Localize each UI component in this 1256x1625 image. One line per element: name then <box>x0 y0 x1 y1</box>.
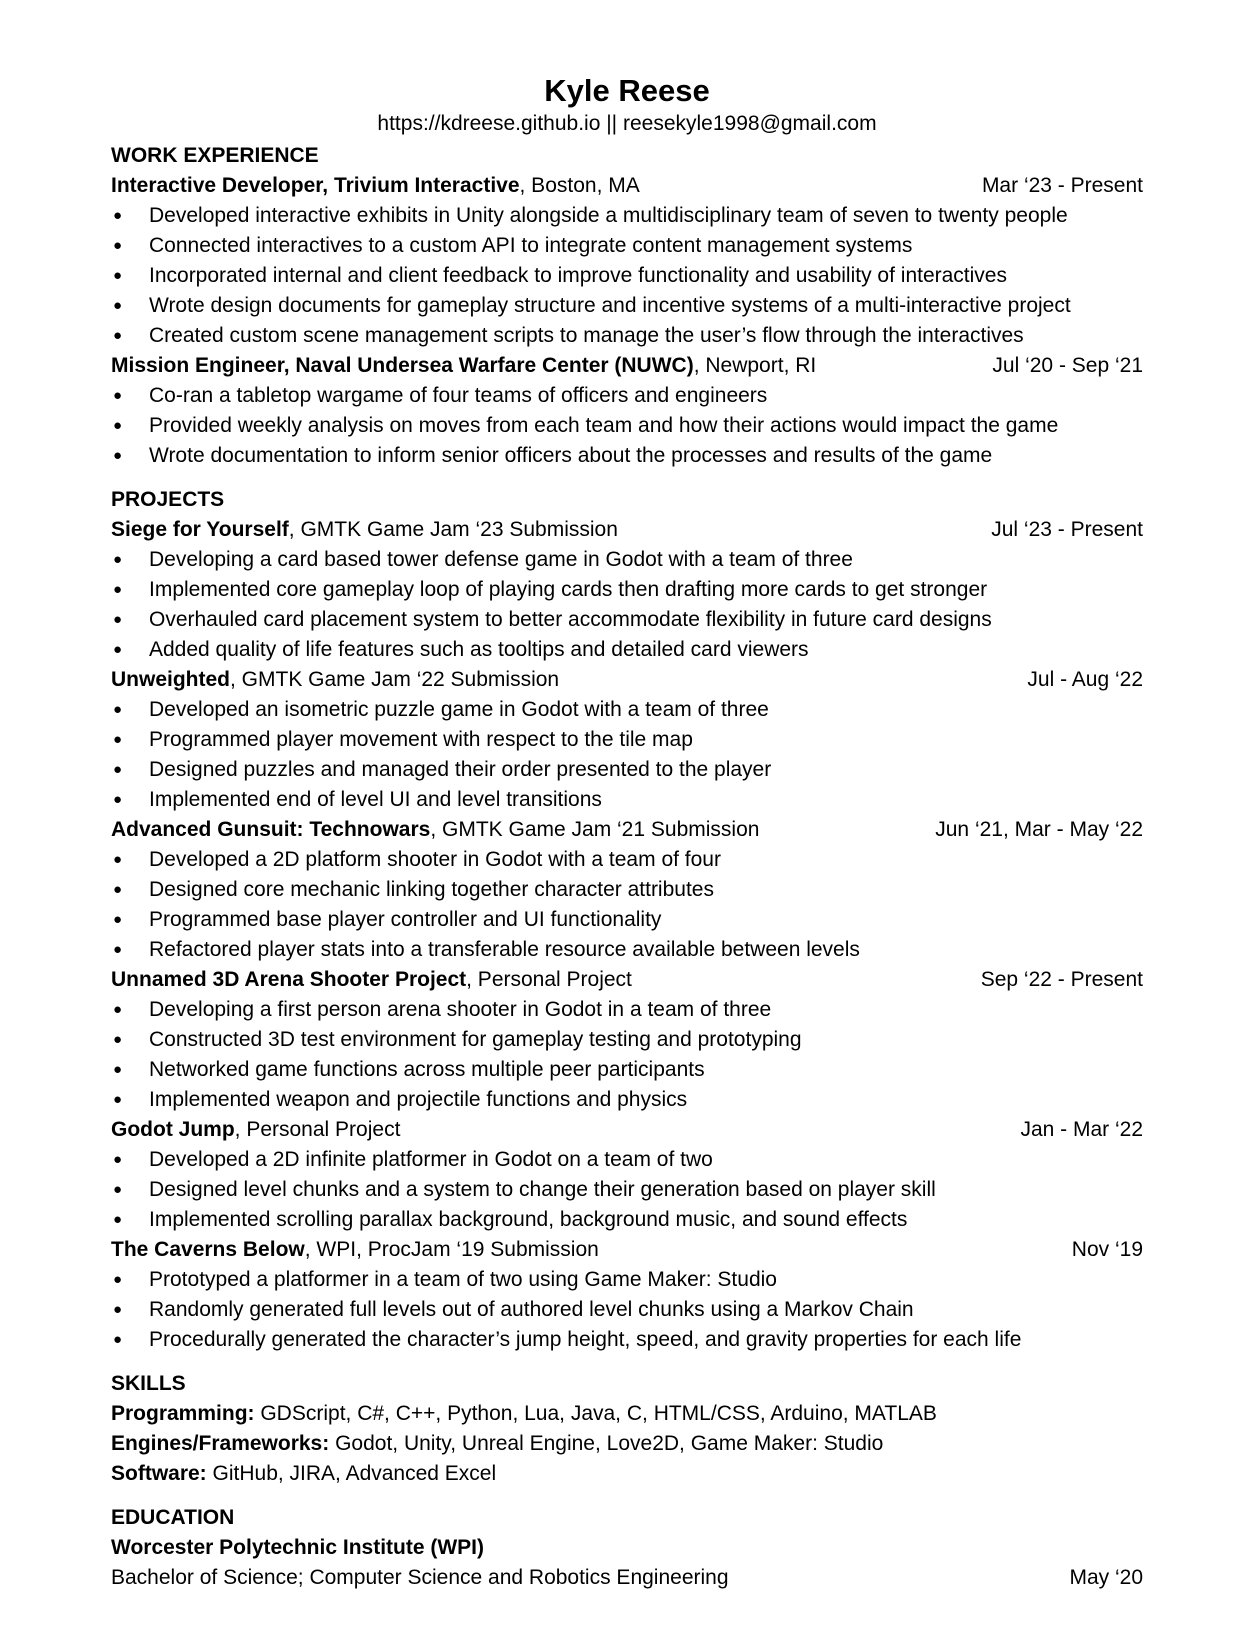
entry-date: Jul - Aug ‘22 <box>1027 668 1143 691</box>
bullet-item: ● Developing a first person arena shooter in Godot in a team of three <box>111 995 1143 1025</box>
entry-date: Nov ‘19 <box>1071 1238 1143 1261</box>
skills-section-title: SKILLS <box>111 1372 186 1395</box>
entry-date: Jun ‘21, Mar - May ‘22 <box>935 818 1143 841</box>
education-date: May ‘20 <box>1069 1566 1143 1589</box>
bullet-item: ● Developed an isometric puzzle game in Godot with a team of three <box>111 695 1143 725</box>
entry-subtitle: , Boston, MA <box>519 174 640 197</box>
section-spacer <box>111 1489 1143 1503</box>
project-bullets <box>111 545 1143 665</box>
project-bullets <box>111 695 1143 815</box>
work-entry-header <box>111 351 1143 381</box>
bullet-item: ● Developing a card based tower defense game in Godot with a team of three <box>111 545 1143 575</box>
skills-engines <box>111 1429 1143 1459</box>
work-bullets <box>111 201 1143 351</box>
education-degree-line <box>111 1563 1143 1593</box>
bullet-item: ● Developed interactive exhibits in Unity alongside a multidisciplinary team of seven to twenty people <box>111 201 1143 231</box>
project-bullets <box>111 845 1143 965</box>
bullet-item: ● Procedurally generated the character’s jump height, speed, and gravity properties for each life <box>111 1325 1143 1355</box>
bullet-item: ● Created custom scene management scripts to manage the user’s flow through the interactives <box>111 321 1143 351</box>
project-entry-header <box>111 665 1143 695</box>
skill-label: Programming: <box>111 1402 255 1425</box>
bullet-item: ● Refactored player stats into a transferable resource available between levels <box>111 935 1143 965</box>
project-entry-header <box>111 965 1143 995</box>
contact-line: https://kdreese.github.io || reesekyle1998@gmail.com <box>377 112 877 135</box>
entry-subtitle: , GMTK Game Jam ‘21 Submission <box>430 818 760 841</box>
bullet-item: ● Implemented weapon and projectile functions and physics <box>111 1085 1143 1115</box>
bullet-item: ● Implemented core gameplay loop of playing cards then drafting more cards to get stronger <box>111 575 1143 605</box>
bullet-item: ● Added quality of life features such as tooltips and detailed card viewers <box>111 635 1143 665</box>
bullet-item: ● Implemented end of level UI and level transitions <box>111 785 1143 815</box>
bullet-item: ● Wrote documentation to inform senior officers about the processes and results of the game <box>111 441 1143 471</box>
entry-subtitle: , WPI, ProcJam ‘19 Submission <box>304 1238 599 1261</box>
candidate-name: Kyle Reese <box>544 73 710 108</box>
skills-software <box>111 1459 1143 1489</box>
skill-label: Software: <box>111 1462 207 1485</box>
skill-value: GitHub, JIRA, Advanced Excel <box>206 1462 497 1485</box>
bullet-item: ● Developed a 2D platform shooter in Godot with a team of four <box>111 845 1143 875</box>
entry-date: Jan - Mar ‘22 <box>1020 1118 1143 1141</box>
project-bullets <box>111 1265 1143 1355</box>
entry-subtitle: , Newport, RI <box>693 354 817 377</box>
skill-label: Engines/Frameworks: <box>111 1432 330 1455</box>
entry-title: The Caverns Below <box>111 1238 305 1261</box>
entry-title: Siege for Yourself <box>111 518 289 541</box>
section-spacer <box>111 471 1143 485</box>
bullet-item: ● Developed a 2D infinite platformer in Godot on a team of two <box>111 1145 1143 1175</box>
resume-content <box>111 72 1143 1593</box>
entry-title: Godot Jump <box>111 1118 235 1141</box>
degree: Bachelor of Science; Computer Science and Robotics Engineering <box>111 1566 729 1589</box>
work-section-title: WORK EXPERIENCE <box>111 144 319 167</box>
entry-subtitle: , GMTK Game Jam ‘23 Submission <box>288 518 618 541</box>
bullet-item: ● Programmed base player controller and UI functionality <box>111 905 1143 935</box>
project-bullets <box>111 1145 1143 1235</box>
skill-value: Godot, Unity, Unreal Engine, Love2D, Game Maker: Studio <box>329 1432 884 1455</box>
project-entry-header <box>111 1115 1143 1145</box>
education-school <box>111 1533 1143 1563</box>
projects-section-title: PROJECTS <box>111 488 225 511</box>
project-entry-header <box>111 515 1143 545</box>
entry-title: Interactive Developer, Trivium Interactive <box>111 174 520 197</box>
bullet-item: ● Designed puzzles and managed their order presented to the player <box>111 755 1143 785</box>
bullet-item: ● Incorporated internal and client feedback to improve functionality and usability of interactives <box>111 261 1143 291</box>
work-bullets <box>111 381 1143 471</box>
entry-date: Mar ‘23 - Present <box>981 174 1143 197</box>
bullet-item: ● Connected interactives to a custom API to integrate content management systems <box>111 231 1143 261</box>
skill-value: GDScript, C#, C++, Python, Lua, Java, C, HTML/CSS, Arduino, MATLAB <box>254 1402 937 1425</box>
bullet-item: ● Prototyped a platformer in a team of two using Game Maker: Studio <box>111 1265 1143 1295</box>
work-entry-header <box>111 171 1143 201</box>
project-entry-header <box>111 815 1143 845</box>
entry-date: Jul ‘20 - Sep ‘21 <box>992 354 1143 377</box>
bullet-item: ● Randomly generated full levels out of authored level chunks using a Markov Chain <box>111 1295 1143 1325</box>
bullet-item: ● Programmed player movement with respect to the tile map <box>111 725 1143 755</box>
project-entry-header <box>111 1235 1143 1265</box>
education-section-title: EDUCATION <box>111 1506 235 1529</box>
school-name: Worcester Polytechnic Institute (WPI) <box>111 1536 485 1559</box>
entry-title: Unnamed 3D Arena Shooter Project <box>111 968 467 991</box>
bullet-item: ● Designed core mechanic linking together character attributes <box>111 875 1143 905</box>
bullet-item: ● Overhauled card placement system to better accommodate flexibility in future card designs <box>111 605 1143 635</box>
skills-programming <box>111 1399 1143 1429</box>
bullet-item: ● Designed level chunks and a system to change their generation based on player skill <box>111 1175 1143 1205</box>
entry-date: Jul ‘23 - Present <box>991 518 1143 541</box>
bullet-item: ● Implemented scrolling parallax background, background music, and sound effects <box>111 1205 1143 1235</box>
section-spacer <box>111 1355 1143 1369</box>
bullet-item: ● Networked game functions across multiple peer participants <box>111 1055 1143 1085</box>
project-bullets <box>111 995 1143 1115</box>
entry-date: Sep ‘22 - Present <box>980 968 1143 991</box>
bullet-item: ● Provided weekly analysis on moves from each team and how their actions would impact the game <box>111 411 1143 441</box>
entry-title: Advanced Gunsuit: Technowars <box>111 818 431 841</box>
entry-title: Mission Engineer, Naval Undersea Warfare Center (NUWC) <box>111 354 694 377</box>
entry-subtitle: , Personal Project <box>466 968 632 991</box>
bullet-item: ● Co-ran a tabletop wargame of four teams of officers and engineers <box>111 381 1143 411</box>
bullet-item: ● Constructed 3D test environment for gameplay testing and prototyping <box>111 1025 1143 1055</box>
entry-subtitle: , Personal Project <box>234 1118 401 1141</box>
entry-title: Unweighted <box>111 668 230 691</box>
entry-subtitle: , GMTK Game Jam ‘22 Submission <box>230 668 560 691</box>
bullet-item: ● Wrote design documents for gameplay structure and incentive systems of a multi-interactive project <box>111 291 1143 321</box>
